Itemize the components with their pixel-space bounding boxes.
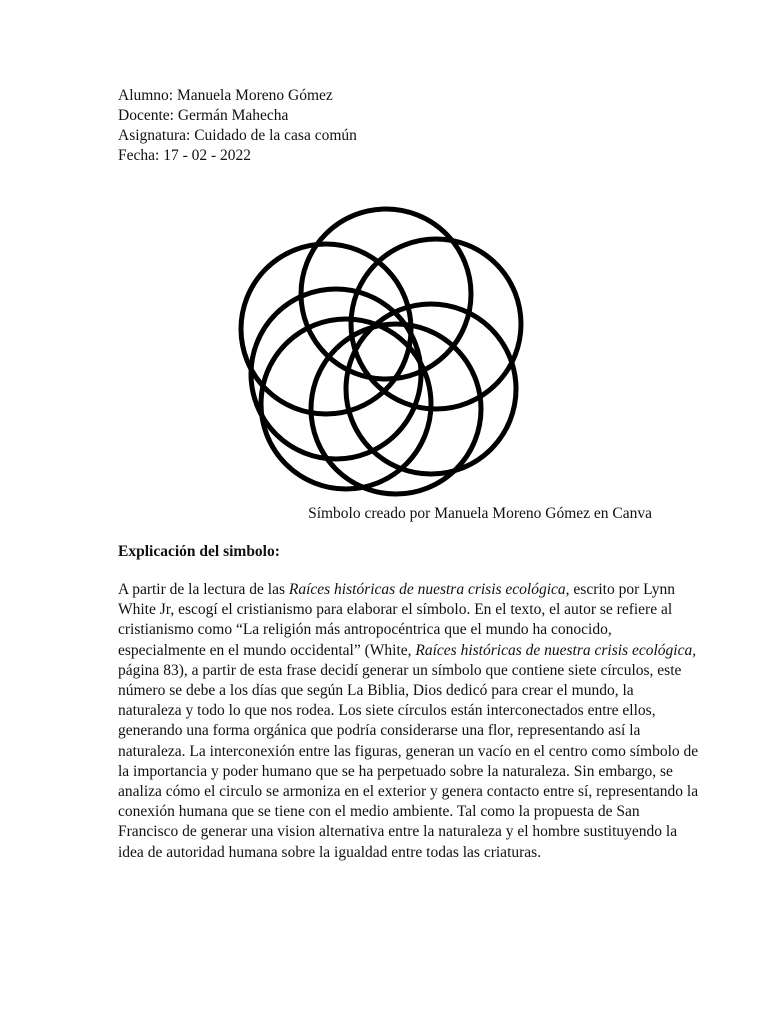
symbol-circle-top xyxy=(301,209,471,379)
teacher-name: Docente: Germán Mahecha xyxy=(118,107,289,124)
body-line: especialmente en el mundo occidental” (White, Raíces históricas de nuestra crisis ecológica, xyxy=(118,641,697,659)
document-date: Fecha: 17 - 02 - 2022 xyxy=(118,147,252,164)
body-line: White Jr, escogí el cristianismo para elaborar el símbolo. En el texto, el autor se refiere al xyxy=(118,601,673,619)
body-line: generando una forma orgánica que podría considerarse una flor, representando así la xyxy=(118,722,641,740)
body-line: página 83), a partir de esta frase decidí generar un símbolo que contiene siete círculos, este xyxy=(118,661,682,679)
body-line: Francisco de generar una vision alternativa entre la naturaleza y el hombre sustituyendo la xyxy=(118,823,678,841)
body-line: cristianismo como “La religión más antropocéntrica que el mundo ha conocido, xyxy=(118,621,612,639)
body-line: idea de autoridad humana sobre la igualdad entre todas las criaturas. xyxy=(118,843,542,861)
body-line: analiza cómo el circulo se armoniza en el exterior y genera contacto entre sí, representando la xyxy=(118,783,699,801)
subject-name: Asignatura: Cuidado de la casa común xyxy=(118,127,357,144)
body-line: A partir de la lectura de las Raíces históricas de nuestra crisis ecológica, escrito por Lynn xyxy=(118,581,676,598)
body-paragraph xyxy=(118,580,699,863)
book-title: Raíces históricas de nuestra crisis ecológica, xyxy=(415,641,697,659)
body-line: naturaleza. La interconexión entre las figuras, generan un vacío en el centro como símbolo de xyxy=(118,742,699,760)
body-line: conexión humana que se tiene con el medio ambiente. Tal como la propuesta de San xyxy=(118,803,640,821)
student-name: Alumno: Manuela Moreno Gómez xyxy=(118,87,333,104)
section-heading: Explicación del simbolo: xyxy=(118,543,280,560)
body-line: número se debe a los días que según La Biblia, Dios dedicó para crear el mundo, la xyxy=(118,682,634,700)
body-line: naturaleza y todo lo que nos rodea. Los siete círculos están interconectados entre ellos, xyxy=(118,702,656,720)
book-title: Raíces históricas de nuestra crisis ecológica, xyxy=(288,581,570,598)
symbol-caption: Símbolo creado por Manuela Moreno Gómez en Canva xyxy=(308,505,652,522)
document-header xyxy=(118,86,357,166)
body-line: la importancia y poder humano que se ha perpetuado sobre la naturaleza. Sin embargo, se xyxy=(118,762,673,780)
seven-circles-symbol xyxy=(236,204,536,498)
